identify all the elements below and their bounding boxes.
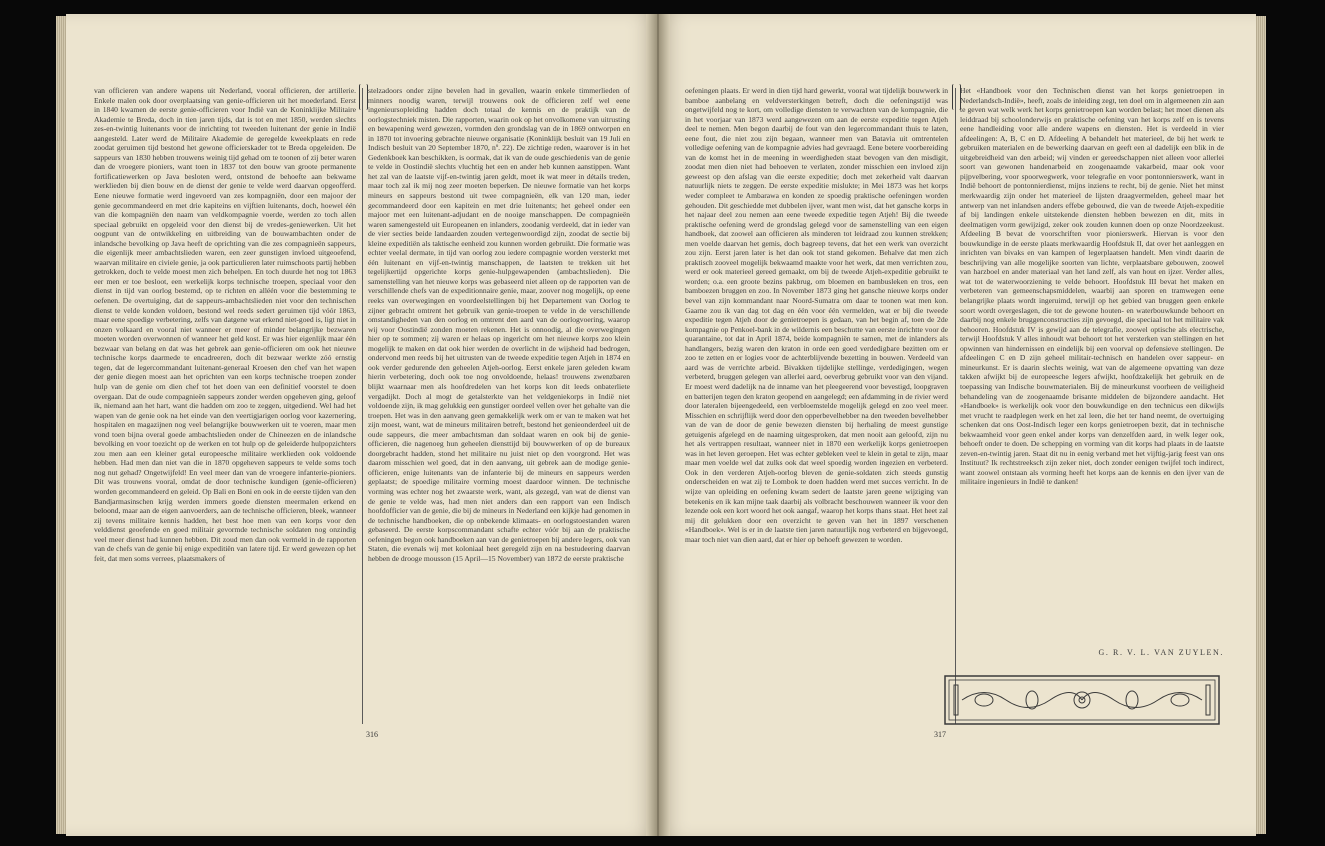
text-column-2 — [368, 86, 630, 724]
page-number-left: 316 — [366, 730, 378, 739]
column-text: Het «Handboek voor den Technischen dienst van het korps genietroepen in Nederlandsch-Indië», heeft, zoals de inleiding zegt, ten doel om in algemeenen zin aan te geven wat welk werk het korps genietroepen kan worden belast; het moet dienen als leiddraad bij schoolonderwijs en praktische oefening van het korps zelf en is tevens eene handleiding voor alle andere wapens en diensten. Het is verdeeld in vier afdeelingen: A, B, C en D. Afdeeling A behandelt het materieel, de bij het werk te gebruiken materialen en de bewerking daarvan en geeft een al dadelijk een blik in de uitgebreidheid van den arbeid; wij vinden er gereedschappen niet alleen voor allerlei soort van gewonen handenarbeid en zoogenaamde vakarbeid, maar ook voor pijpvelbering, voor spoorwegwerk, voor telegrafie en voor pontonnierswerk, want in Indië behoort de pontonnierdienst, mijns inziens te recht, bij de genie. Niet het minst merkwaardig zijn onder het materieel de lijsten draagvermelden, geheel maar het antwerp van net inlandsen anders effebe gebouwd, die van de tweede Atjeh-expeditie af bij landingen enkele uitstekende diensten hebben bewezen en dit, mits in deelmatigen vorm gewijzigd, zeker ook zouden kunnen doen op onze Noordzeekust. Afdeeling B bevat de voorschriften voor pionierswerk. Hiervan is voor den bouwkundige in de eerste plaats merkwaardig Hoofdstuk II, dat over het aanleggen en inrichten van bivaks en van kampen of legerplaatsen handelt. Men vindt daarin de beschrijving van alle mogelijke soorten van lichte, verplaatsbare gebouwen, zoowel van harzboel en ander materiaal van het land zelf, als van hout en ijzer. Verder alles, wat tot de waterwoorziening te velde behoort. Hoofdstuk III bevat het maken en verbeteren van gemeenschapsmiddelen, waarbij aan sporen en tramwegen eene belangrijke plaats wordt ingeruimd, terwijl op het gebied van bruggen geen enkele soort wordt overgeslagen, die tot de gewone houten- en waterbouwkunde behoort en daarbij nog enkele bruggenconstructies zijn gevoegd, die speciaal tot het militaire vak behooren. Hoofdstuk IV is gewijd aan de telegrafie, zoowel optische als electrische, terwijl Hoofdstuk V alles inhoudt wat behoort tot het versterken van stellingen en het opwinnen van hindernissen en eindelijk bij een voorval op defensieve stellingen. De afdeelingen C en D zijn geheel militair-technisch en handelen over sappeur- en mineurkunst. Er is daarin slechts weinig, wat van de algemeene opvatting van deze takken afwijkt bij de europeesche legers afwijkt, hoofdzakelijk het gebruik en de toepassing van Indische bouwmaterialen. Bij de mineurkunst voorheen de veiligheid behandeling van de zoogenaamde brisante middelen de bijzondere aandacht. Het «Handboek» is werkelijk ook voor den bouwkundige en den technicus een dikwijls met vrucht te raadplegen werk en het zal leen, die het ter hand neemt, de overtuiging schenken dat ons Oost-Indisch leger een korps genietroepen bezit, dat in technische bekwaamheid voor geen enkel ander korps van denzelfden aard, in welk leger ook, behoeft onder te doen. De schepping en vorming van dit korps had plaats in de laatste zeven-en-twintig jaren. Staat dit nu in eenig verband met het vijftig-jarig feest van ons Instituut? Ik rechtstreeksch zijn zeker niet, doch zonder eenigen twijfel toch indirect, want zoowel ontstaan als vorming heeft het korps aan de kennis en den ijver van de militaire ingenieurs in Indië te danken! — [960, 86, 1224, 487]
column-text: oefeningen plaats. Er werd in dien tijd hard gewerkt, vooral wat tijdelijk bouwwerk in bamboe aanbelang en veldversterkingen betreft, doch die oefeningstijd was ongetwijfeld nog te kort, om volledige diensten te verwachten van de kompagnie, die in het voorjaar van 1873 werd aangewezen om aan de eerste expeditie tegen Atjeh deel te nemen. Men begon daarbij de fout van den legercommandant thuis te laten, eene fout, die niet zou zijn begaan, wanneer men van Batavia uit omtrentelen volledige oefening van de kompagnie advies had gevraagd. Eene betere voorbereiding van de komst het in de meening in weerdigheden staat bevogen van den misdigit, zoodat men dien niet had behoeven te verlaten, zonder misschien een invloed zijn geweest op den afslag van die eerste expeditie; doch met zekerheid valt daarvan natuurlijk niets te zeggen. De eerste expeditie mislukte; in Mei 1873 was het korps weder compleet te Ambarawa en konden ze spoedig praktische oefeningen worden gehouden. Dit geschiedde met dubbelen ijver, want men wist, dat het gansche korps in het najaar deel zou nemen aan eene tweede expeditie tegen Atjeh! Bij die tweede praktische oefening werd de grondslag gelegd voor de samenstelling van een eigen handboek, dat zoowel aan officieren als minderen tot leidraad zou kunnen strekken; men voelde daarvan het gemis, doch bagreep tevens, dat het een werk van overzicht zou zijn. Eerst jaren later is het dan ook tot stand gekomen. Behalve dat men zich praktisch zooveel mogelijk bekwaamd maakte voor het werk, dat men verrichten zou, werd er ook materieel gereed gemaakt, om bij de tweede Atjeh-expeditie gebruikt te worden; o.a. een groote bezins pakbrug, om bloemen en bambusleken en tros, een bamboezen bruggen en zoo. In November 1873 ging het gansche nieuwe korps onder bevel van zijn kommandant naar Noord-Sumatra om daar te toonen wat men kon. Gaarne zou ik van dag tot dag en één voor één vermelden, wat er bij die tweede expeditie tegen Atjeh door de genietroepen is gedaan, van het begin af, toen de 2de kompagnie op Penkoel-bank in de wildernis een beschutte van eerste inrichtte voor de quarantaine, tot dat in April 1874, beide kompagniën te samen, met de inlanders als handlangers, bezig waren den kraton in orde een goed verdedigbare bezitten om er zoo te zetten en er logies voor de achterblijvende bezetting in bouwen. Verdeeld van aard was de verrichte arbeid. Bivakken tijdelijke stellinge, verdedigingen, wegen verbeterd, bruggen gelegen van allerlei aard, oeverbrug gebruikt voor van den vijand. Er moest werd dadelijk na de inname van het pleegeerend voor bevestigd, loopgraven en batterijen tegen den kraton geopend en aangelegd; een afdamming in de rivier werd door lateralen bijeengedeeld, een verbloemstelde mogelijk gelegd en zoo veel meer. Misschien en schrijflijk werd door den opperbevelhebber na den tweeden bevelhebber van de van de door de genie bewezen diensten bij herhaling de meest gunstige getuigenis afgelegd en de naaming uitgesproken, dat men nooit aan geloofd, zijn nu het als vertrappen resultaat, wanneer niet in 1870 een werkelijk korps genietroepen was in het leven geroepen. Het was echter gebleken veel te klein in getal te zijn, maar maar men voelde wel dat zulks ook dat weel spoedig worden ingezien en verbeterd. Ook in den verderen Atjeh-oorlog bleven de genie-soldaten zich steeds gunstig onderscheiden en wat zij te Lombok te doen hadden werd met succes verricht. In de wijze van opleiding en oefening kwam sedert de laatste jaren geene wijziging van betekenis en ik kan mijne taak daarbij als volbracht beschouwen wanneer ik voor den lezende ook een kort woord het ook aangaf, waarop het korps thans staat. Het heet zal mij dit gelukken door een overzicht te geven van het in 1897 verschenen «Handboek». Wel is er in de laatste tien jaren natuurlijk nog verbeterd en bijgevoegd, maar toch niet van dien aard, dat er hier op behoeft gewezen te worden. — [685, 86, 948, 544]
column-text: stelzadoors onder zijne bevelen had in gevallen, waarin enkele timmerlieden of minners noodig waren, terwijl trouwens ook de officieren zelf wel eene ingenieursopleiding hadden doch totaal de kennis en de praktijk van de oorlogstechniek misten. Die rapporten, waarin ook op het onvolkomene van uitrusting en bewapening werd gewezen, vormden den grondslag van de in 1869 ontworpen en in 1870 tot invoering gebrachte nieuwe organisatie (Koninklijk besluit van 19 Juli en Indisch besluit van 20 September 1870, nº. 22). De zichtige reden, waarover is in het Gedenkboek kan beschikken, is oormak, dat ik van de oude geschiedenis van de genie te velde in Oostindië slechts vluchtig het een en ander heb kunnen aanstippen. Want het zal van de laatste vijf-en-twintig jaren geldt, moet ik wat meer in détails treden, maar toch zal ik mij nog zeer moeten beperken. De nieuwe formatie van het korps mineurs en sappeurs bestond uit twee compagnieën, elk van 120 man, ieder gecommandeerd door een kapitein en met drie luitenants; het geheel onder een majoor met een luitenant-adjudant en de nooige manschappen. De compagnieën waren samengesteld uit Europeanen en inlanders, zoodanig verdeeld, dat in ieder van de vier secties beide landaarden zouden vertegenwoordigd zijn, zoodat de sectie bij kleine expeditiën als taktische eenheid zou kunnen worden gebruikt. Die formatie was echter veelal dermate, in tijd van oorlog zou iedere compagnie worden versterkt met één luitenant en vijf-en-twintig manschappen, de laatsten te trekken uit het tegelijkertijd opgerichte korps genie-hulpgewapenden (ambachtslieden). Die samenstelling van het nieuwe korps was gebaseerd niet alleen op de rapporten van de verschillende chefs van de expeditionnaire genie, maar, zoover nog mogelijk, op eene reeks van overwegingen en voordeelstellingen bij het Departement van Oorlog te zijner gebracht omtrent het gebruik van genie-troepen te velde in de verschillende omstandigheden van den oorlog en omtrent den aard van de oorlogvoering, waarop wij voor Oostindië zonden moeten rekenen. Het is onnoodig, al die overwegingen hier op te sommen; zij waren er helaas op ingericht om het nieuwe korps zoo klein mogelijk te maken en dat ook hier werden de overlicht in de wijsheid had bedrogen, ondervond men reeds bij het uitrusten van de tweede expeditie tegen Atjeh in 1874 en ook verder gedurende den geheelen Atjeh-oorlog. Eerst enkele jaren geleden kwam hierin verbetering, doch ook toe nog onvoldoende, helaas! trouwens zwenzbaren blijkt waarnaar men als hoofdredelen van het korps kon dit leeds onbaterliete vergadijkt. Doch al mogt de getalsterkte van het veldgeniekorps in Indië niet voldoende zijn, ik mag gelukkig een gunstiger oordeel vellen over het gehalte van die troepen. Het was in den aanvang geen gemakkelijk werk om er van te maken wat het zijn moest, want, wat de mineurs militairen betreft, bestond het genieonderdeel uit de oude sappeurs, die meer ambachtsman dan soldaat waren en ook bij de genie-officieren, die nagenoeg hun geheelen diensttijd bij bouwwerken of op de bureaux doorgebracht hadden, stond het militaire nu juist niet op den voorgrond. Het was daarom misschien wel goed, dat in den aanvang, uit gebrek aan de modige genie-officieren, enige luitenants van de infanterie bij de mineurs en sappeurs werden geplaatst; de spoedige militaire vorming moest daardoor winnen. De technische vorming was echter nog het zwaarste werk, want, als gezegd, van wat de dienst van de genie te velde was, had men niet anders dan een rapport van een Indisch hoofdofficier van de genie, die bij de mineurs in Nederland een kijkje had genomen in de technische handboeken, die op onbekende klimaats- en oorlogstoestanden waren gebaseerd. De eerste korpscommandant schafte echter vóór bij aan de praktische oefeningen begon ook handboeken aan van de genietroepen bij andere legers, ook van Staten, die evenals wij met koloniaal heet geregeld zijn en na bestudeering daarvan hebben de drooge mousson (15 April—15 November) van 1872 de eerste praktische — [368, 86, 630, 563]
book-gutter — [646, 14, 670, 836]
column-rule — [955, 88, 956, 724]
column-text: van officieren van andere wapens uit Nederland, vooral officieren, der artillerie. Enkele malen ook door overplaatsing van genie-officieren uit het moederland. Eerst in 1840 kwamen de eerste genie-officieren voor Indië van de Koninklijke Militaire Akademie te Breda, doch in tien jaren tijds, dat is tot en met 1850, werden slechts zes-en-twintig luitenants voor de inrichting tot tweeden luitenant der genie in Indië aangesteld. Later werd de Militaire Akademie de geregelde kweekplaats en rede zoodat geruimen tijd bestond het gewone officierskader tot te Breda opgeleiden. De sappeurs van 1830 hebben trouwens weinig tijd gehad om te toonen of zij beter waren dan de vroegere pioniers, want toen in 1837 tot den bouw van groote permanente fortificatiewerken op Java besloten werd, ontstond de behoefte aan bekwame werklieden bij dien bouw en de dienst der genie te velde werd daarvan opgeofferd. Eene nieuwe formatie werd ingevoerd van zes kompagniën, door een majoor der genie gecommandeerd en met drie kapiteins en vijftien luitenants, doch, hoewel één van die kompagniën den naam van veldkompagnie voerde, werden zo toch allen speciaal gebruikt en opgeleid voor den dienst bij de vredes-geniewerken. Uit het oogpunt van de ontwikkeling en uitbreiding van de bouwambachten onder de inlandsche bevolking op Java heeft de oprichting van die zes compagnieën sappeurs, die eigenlijk meer ambachtslieden waren, een zeer gunstigen invloed uitgeoefend, waarvan militaire en civiele genie, ja ook particulieren later ruimschoots partij hebben getrokken, doch te velde moest men zich behelpen. En toch duurde het nog tot 1863 eer men er toe besloot, een werkelijk korps technische troepen, speciaal voor den dienst in tijd van oorlog bestemd, op te richten en alléén voor die bestemming te oefenen. De overtuiging, dat de sappeurs-ambachtslieden niet voor den technischen dienst te velde konden voldoen, bestond wel reeds sedert geruimen tijd vóór 1863, maar eene spoedige verbetering, zelfs van datgene wat erkend niet-goed is, ligt niet in onzen volkaard en vooral niet wanneer er meer of minder belangrijke bezwaren moeten worden overwonnen of wanneer het geld kost. Er was hier eigenlijk maar één bezwaar van belang en dat was het gebrek aan genie-officieren om ook het nieuwe technische korps daarmede te encadreeren, doch dit bezwaar werkte zóó ernstig tegen, dat de legercommandant luitenant-generaal Kroesen den chef van het wapen der genie diegen moest aan het oprichten van een korps technische troepen zonder hulp van de genie om dien chef tot het doen van een definitief voorstel te doen overgaan. Dat de oude compagnieën sappeurs zonder werden opgeheven ging, geloof ik, niemand aan het hart, want die hadden om zoo te zeggen, uitgediend. Wel had het wapen van de genie ook na het einde van den veertigjarigen oorlog voor kazernering, hospitalen en magazijnen nog veel belangrijke bouwwerken uit te voeren, maar men vond toen bijna overal goede ambachtslieden onder de Chineezen en de inlandsche bevolking en voor toezicht op de werken en tot hulp op de geleiderde hulpopzichters zou men aan een kleiner getal europeesche militaire werklieden ook voldoende hebben. Had men dan niet van die in 1870 opgeheven sappeurs te velde soms toch nog nut gehad? Ongetwijfeld! En veel meer dan van de vroegere infanterie-pioniers. Dit was trouwens vooral, omdat de door technische kundigen (genie-officieren) worden gecommandeerd en geleid. Op Bali en Boni en ook in de eerste tijden van den Bandjarmasinschen krijg werden immers goede diensten meermalen erkend en beloond, maar aan de eigen aanvoerders, aan de technische officieren, bleek, wanneer zij tevens militaire kennis hadden, het best hoe men van een korps voor den velddienst geoefende en goed militair gevormde technische soldaten nog onzindig veel meer dienst had kunnen hebben. Dit zoud men dan ook vermeld in de rapporten van de chefs van de genie bij enige expeditiën van latere tijd. Er werd gewezen op het feit, dat men soms verrees, plaatsmakers of — [94, 86, 356, 563]
column-rule-ornament — [359, 84, 368, 110]
text-column-3 — [685, 86, 948, 724]
text-column-4 — [960, 86, 1224, 536]
decorative-tailpiece — [944, 675, 1220, 725]
page-number-right: 317 — [934, 730, 946, 739]
author-signature: G. R. V. L. VAN ZUYLEN. — [1098, 648, 1224, 657]
column-rule — [362, 88, 363, 724]
text-column-1 — [94, 86, 356, 724]
